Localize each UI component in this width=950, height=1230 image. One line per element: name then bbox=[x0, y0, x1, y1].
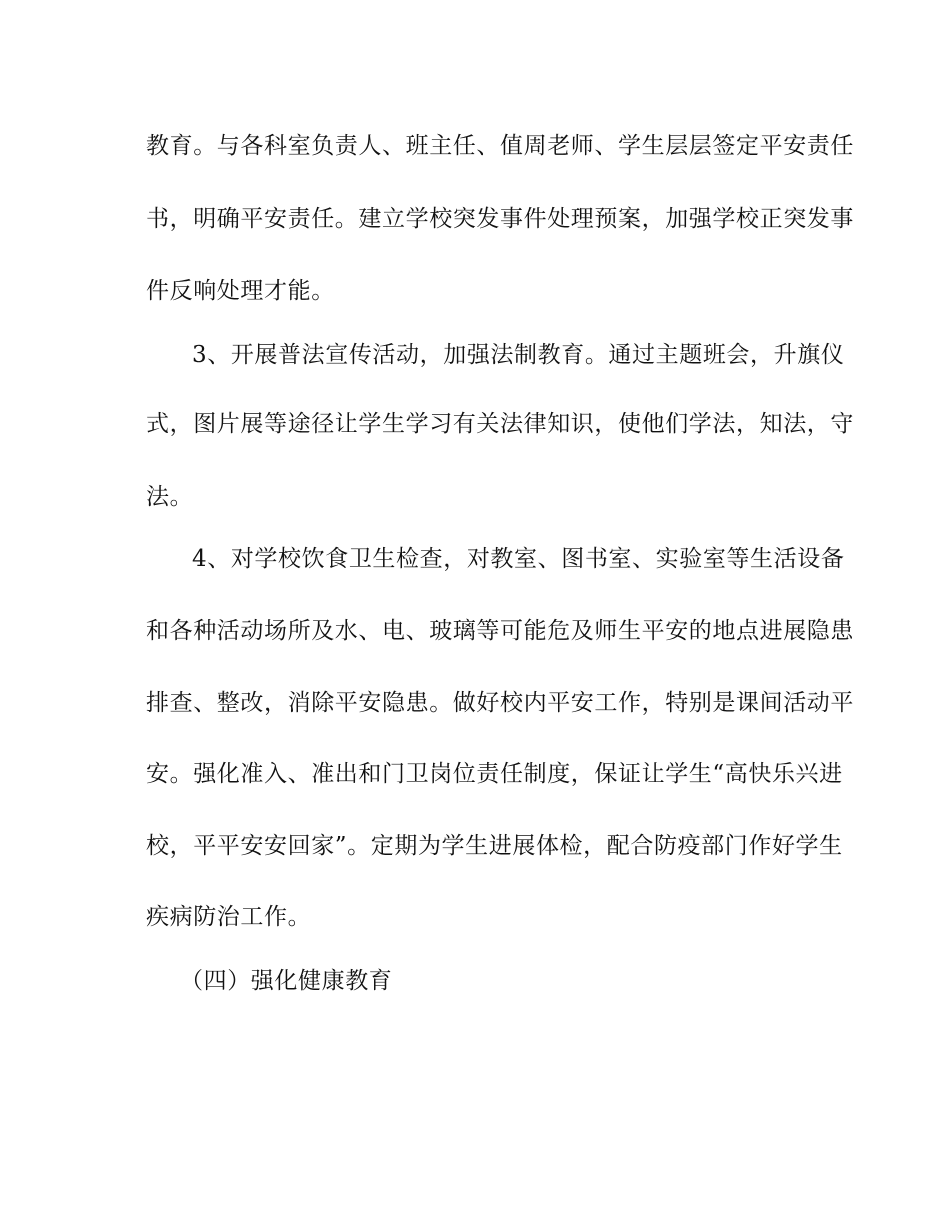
text-line-6: 法。 bbox=[146, 484, 194, 510]
text-line-7: 4、对学校饮食卫生检查，对教室、图书室、实验室等生活设备 bbox=[192, 546, 845, 572]
section-heading: （四）强化健康教育 bbox=[180, 968, 393, 994]
text-line-1: 教育。与各科室负责人、班主任、值周老师、学生层层签定平安责任 bbox=[146, 133, 854, 159]
text-line-8: 和各种活动场所及水、电、玻璃等可能危及师生平安的地点进展隐患 bbox=[146, 618, 854, 644]
text-line-11: 校，平平安安回家”。定期为学生进展体检，配合防疫部门作好学生 bbox=[146, 833, 843, 859]
text-line-2: 书，明确平安责任。建立学校突发事件处理预案，加强学校正突发事 bbox=[146, 206, 854, 232]
text-line-12: 疾病防治工作。 bbox=[146, 904, 312, 930]
text-line-10: 安。强化准入、准出和门卫岗位责任制度，保证让学生“高快乐兴进 bbox=[146, 761, 843, 787]
text-line-9: 排查、整改，消除平安隐患。做好校内平安工作，特别是课间活动平 bbox=[146, 690, 854, 716]
text-line-5: 式，图片展等途径让学生学习有关法律知识，使他们学法，知法，守 bbox=[146, 411, 854, 437]
text-line-4: 3、开展普法宣传活动，加强法制教育。通过主题班会，升旗仪 bbox=[192, 342, 845, 368]
text-line-3: 件反响处理才能。 bbox=[146, 278, 335, 304]
